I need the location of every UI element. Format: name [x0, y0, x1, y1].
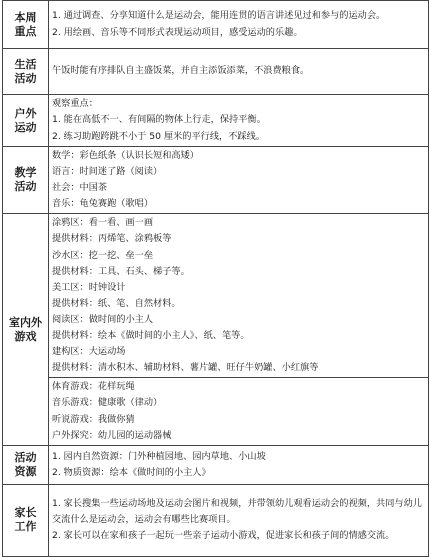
content-line: 沙水区：挖一挖、垒一垒 — [52, 249, 154, 261]
weekly-plan-table — [2, 0, 429, 557]
row-header — [3, 445, 49, 484]
row-content — [49, 445, 429, 484]
row-content — [49, 147, 429, 214]
header-line: 生活 — [14, 57, 37, 71]
row-outdoor — [3, 95, 429, 147]
row-focus — [3, 1, 429, 49]
content-line: 午饭时能有序排队自主盛饭菜，并自主添饭添菜，不浪费粮食。 — [52, 65, 310, 77]
content-line: 阅读区：做时间的小主人 — [52, 313, 154, 325]
content-line: 提供材料：丙烯笔、涂鸦板等 — [52, 233, 172, 245]
content-line: 2. 用绘画、音乐等不同形式表现运动项目，感受运动的乐趣。 — [52, 26, 303, 38]
content-line: 听说游戏：我做你猜 — [52, 413, 135, 425]
row-games-activities — [3, 378, 429, 445]
row-resources — [3, 445, 429, 484]
row-header — [3, 484, 49, 556]
content-line: 观察重点： — [52, 98, 98, 110]
header-line: 户外 — [14, 106, 37, 120]
row-header — [3, 147, 49, 214]
header-line: 家长 — [14, 506, 37, 520]
content-line: 1. 园内自然资源：门外种植园地、园内草地、小山坡 — [52, 450, 266, 462]
row-content — [49, 1, 429, 49]
header-line: 运动 — [14, 120, 37, 134]
header-line: 教学 — [14, 166, 37, 180]
row-content — [49, 95, 429, 147]
row-header — [3, 49, 49, 95]
content-line: 提供材料：清水积木、辅助材料、薯片罐、旺仔牛奶罐、小红旗等 — [52, 362, 319, 374]
content-line: 语言：时间迷了路（阅读） — [52, 166, 163, 178]
content-line: 提供材料：绘本《做时间的小主人》、纸、笔等。 — [52, 330, 250, 342]
content-line: 提供材料：工具、石头、梯子等。 — [52, 265, 190, 277]
content-line: 体育游戏：花样玩绳 — [52, 381, 135, 393]
content-line: 涂鸦区：看一看、画一画 — [52, 217, 154, 229]
row-header — [3, 1, 49, 49]
content-line: 1. 能在高低不一、有间隔的物体上行走，保持平衡。 — [52, 114, 266, 126]
row-header — [3, 95, 49, 147]
content-line: 2. 物质资源：绘本《做时间的小主人》 — [52, 466, 211, 478]
row-games-regions — [3, 214, 429, 378]
content-line: 2. 家长可以在家和孩子一起玩一些亲子运动小游戏，促进家长和孩子间的情感交流。 — [52, 530, 395, 542]
content-line: 户外探究：幼儿园的运动器械 — [52, 429, 172, 441]
content-line: 建构区：大运动场 — [52, 346, 126, 358]
content-line: 提供材料：纸、笔、自然材料。 — [52, 297, 181, 309]
content-line: 1. 通过调查、分享知道什么是运动会，能用连贯的语言讲述见过和参与的运动会。 — [52, 10, 386, 22]
row-content — [49, 378, 429, 445]
row-header — [3, 214, 49, 445]
header-line: 工作 — [14, 520, 37, 534]
header-line: 活动 — [14, 180, 37, 194]
row-family — [3, 484, 429, 556]
row-content — [49, 484, 429, 556]
header-line: 游戏 — [14, 329, 37, 343]
header-line: 活动 — [14, 450, 37, 464]
content-line: 2. 练习助跑跨跳不小于 50 厘米的平行线，不踩线。 — [52, 130, 265, 142]
header-line: 室内外 — [9, 315, 42, 329]
content-line: 音乐：龟兔赛跑（歌唱） — [52, 198, 154, 210]
header-line: 重点 — [14, 24, 37, 38]
content-line: 音乐游戏：健康歌（律动） — [52, 397, 163, 409]
content-line: 数学：彩色纸条（认识长短和高矮） — [52, 150, 199, 161]
row-content — [49, 214, 429, 378]
header-line: 本周 — [14, 10, 37, 24]
header-line: 资源 — [14, 464, 37, 478]
content-line: 美工区：时钟设计 — [52, 281, 126, 293]
content-line: 1. 家长搜集一些运动场地及运动会图片和视频，并带领幼儿观看运动会的视频，共同与幼儿交流什么是运动会，运动会有哪些比赛项目。 — [52, 498, 422, 526]
row-life — [3, 49, 429, 95]
row-content — [49, 49, 429, 95]
content-line: 社会：中国茶 — [52, 182, 108, 194]
header-line: 活动 — [14, 71, 37, 85]
row-teaching — [3, 147, 429, 214]
